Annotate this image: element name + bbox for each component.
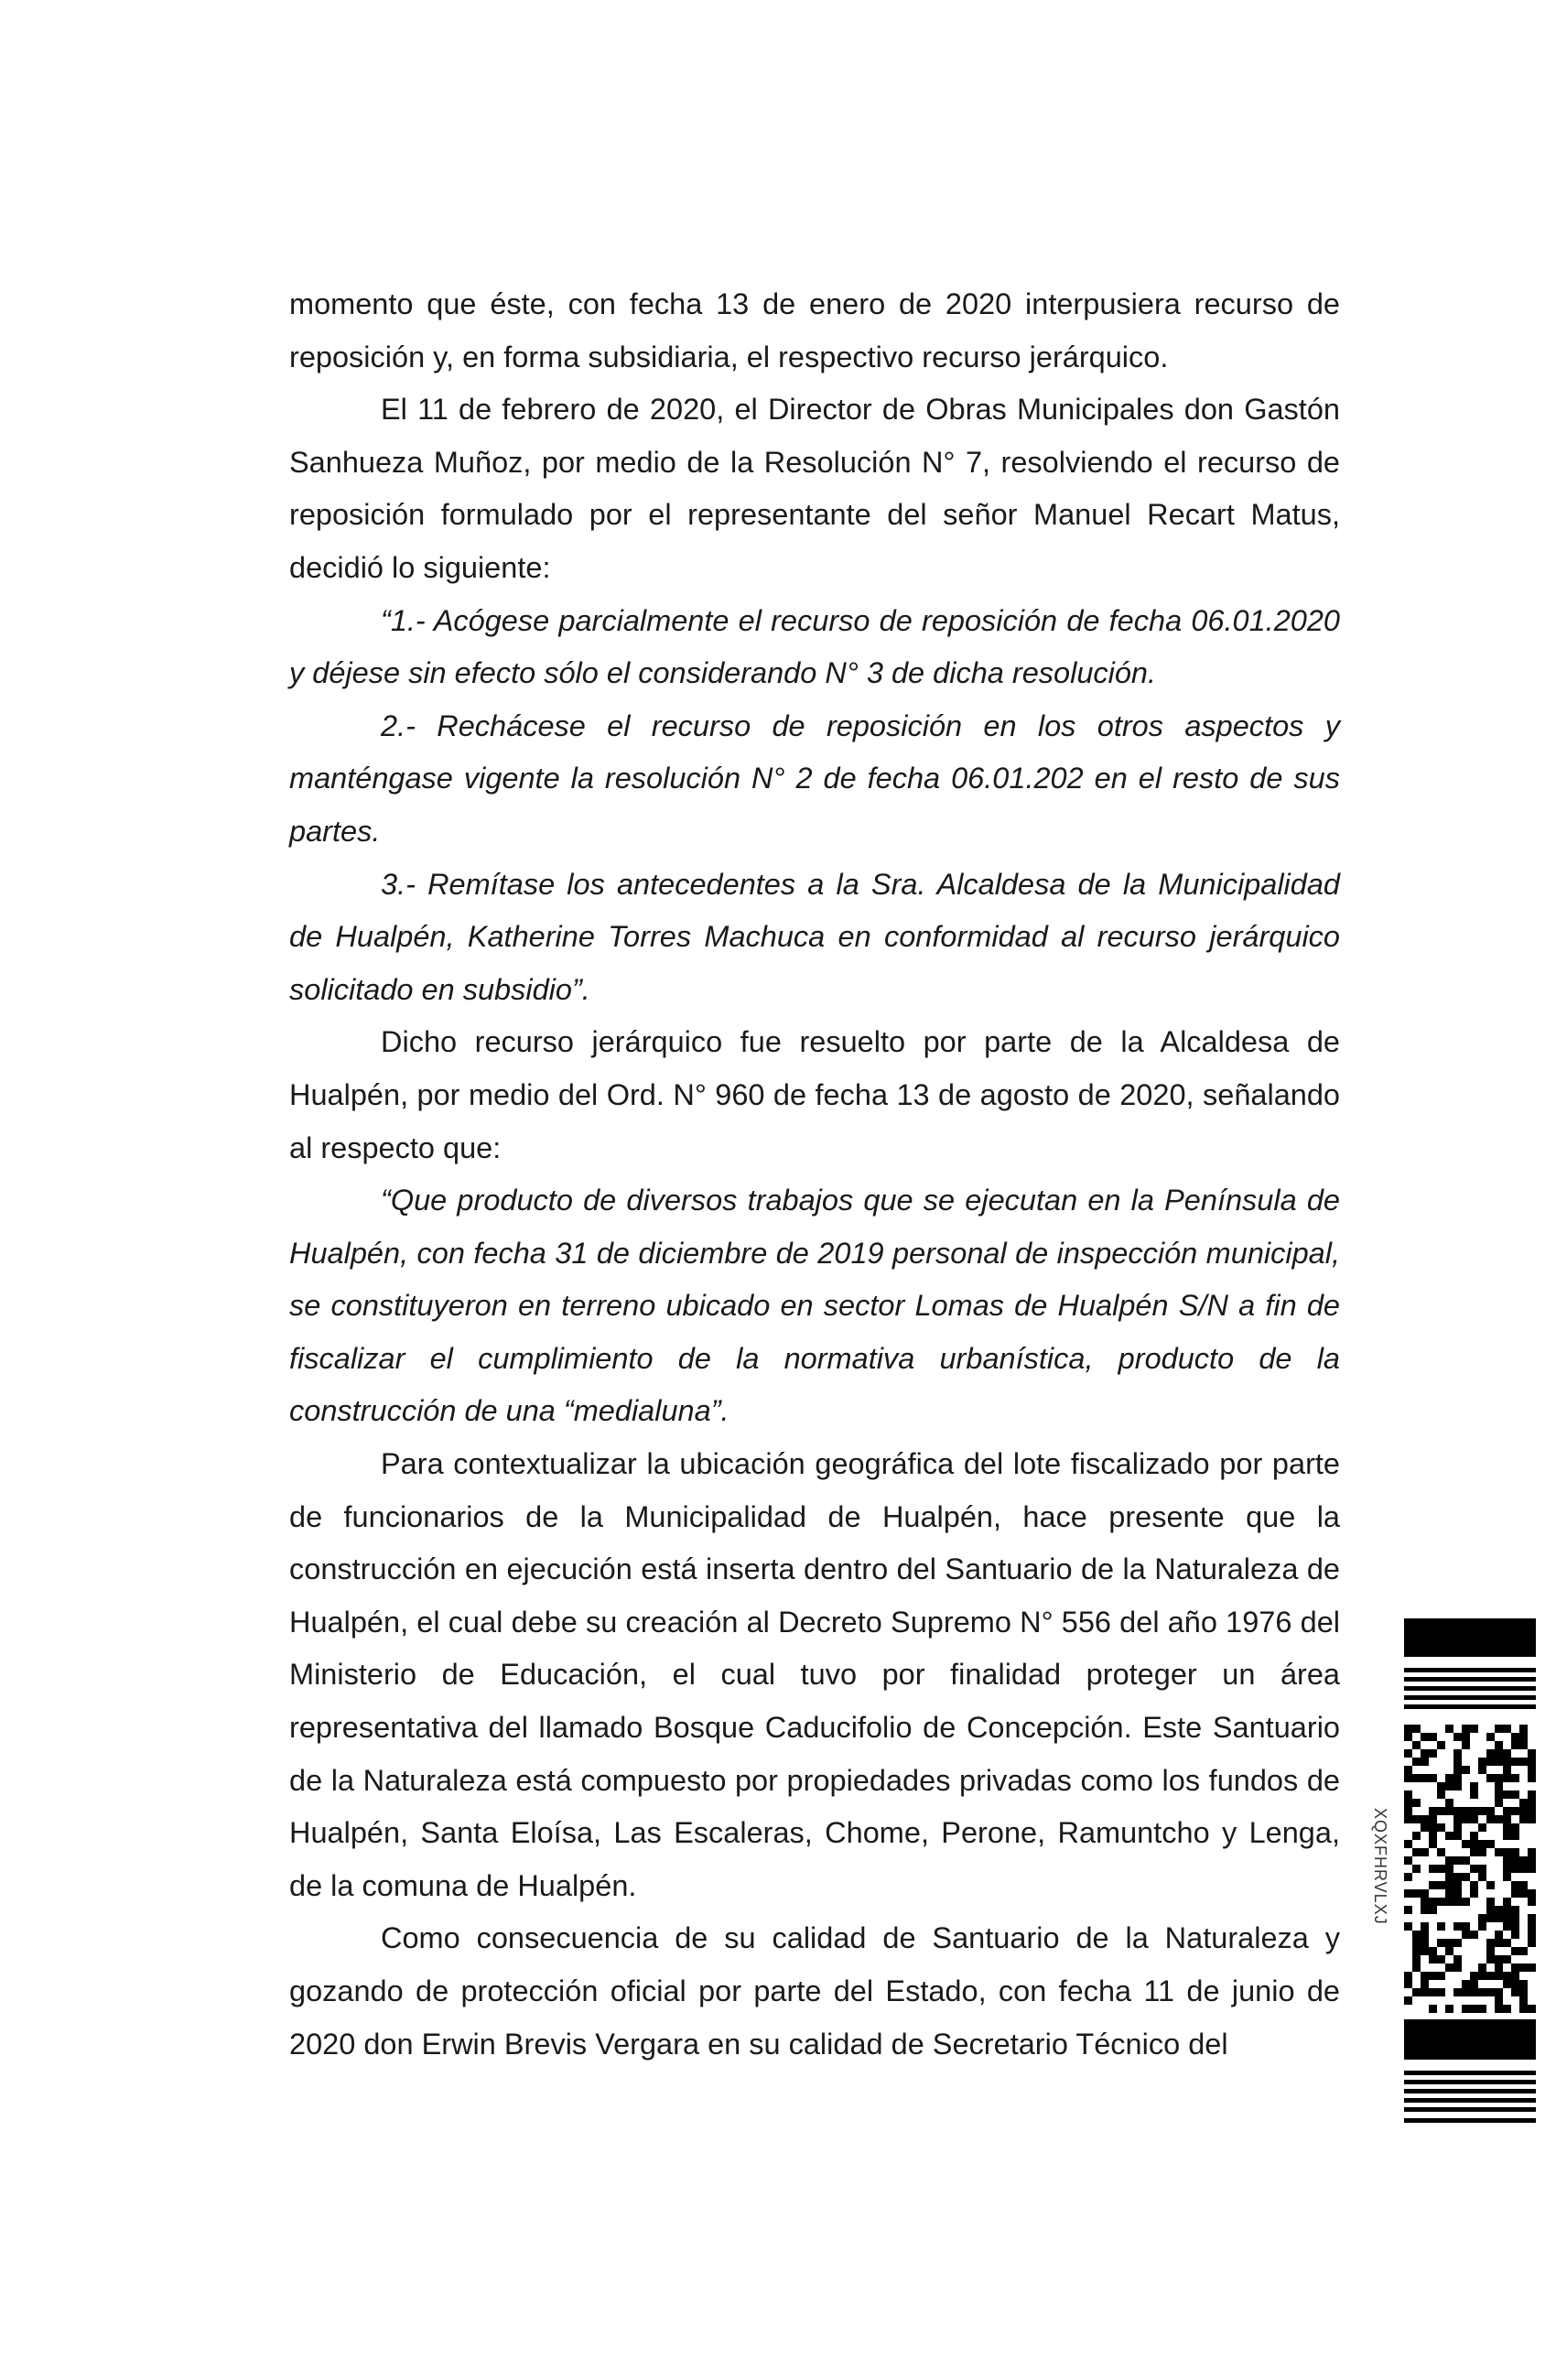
- paragraph: Como consecuencia de su calidad de Santuario de la Naturaleza y gozando de protección oficial por parte del Estado, con fecha 11 de junio de 2020 don Erwin Brevis Vergara en su calidad de Secretario Técnico del: [289, 1921, 1340, 2061]
- quoted-paragraph: “Que producto de diversos trabajos que se ejecutan en la Península de Hualpén, con fecha 31 de diciembre de 2019 personal de inspección municipal, se constituyeron en terreno ubicado en sector Lomas de Hualpén S/N a fin de fiscalizar el cumplimiento de la normativa urbanística, producto de la construcción de una “medialuna”.: [289, 1184, 1340, 1428]
- paragraph: Dicho recurso jerárquico fue resuelto por parte de la Alcaldesa de Hualpén, por medio del Ord. N° 960 de fecha 13 de agosto de 2020, señalando al respecto que:: [289, 1025, 1340, 1164]
- paragraph: Para contextualizar la ubicación geográfica del lote fiscalizado por parte de funcionarios de la Municipalidad de Hualpén, hace presente que la construcción en ejecución está inserta dentro del Santuario de la Naturaleza de Hualpén, el cual debe su creación al Decreto Supremo N° 556 del año 1976 del Ministerio de Educación, el cual tuvo por finalidad proteger un área representativa del llamado Bosque Caducifolio de Concepción. Este Santuario de la Naturaleza está compuesto por propiedades privadas como los fundos de Hualpén, Santa Eloísa, Las Escaleras, Chome, Perone, Ramuntcho y Lenga, de la comuna de Hualpén.: [289, 1447, 1340, 1902]
- document-body: [289, 278, 1340, 2071]
- quoted-paragraph: 3.- Remítase los antecedentes a la Sra. Alcaldesa de la Municipalidad de Hualpén, Katherine Torres Machuca en conformidad al recurso jerárquico solicitado en subsidio”.: [289, 867, 1340, 1006]
- quoted-paragraph: 2.- Rechácese el recurso de reposición en los otros aspectos y manténgase vigente la resolución N° 2 de fecha 06.01.202 en el resto de sus partes.: [289, 709, 1340, 848]
- verification-code-text: XQXFHRVLXJ: [1371, 1808, 1389, 1925]
- quoted-paragraph: “1.- Acógese parcialmente el recurso de reposición de fecha 06.01.2020 y déjese sin efecto sólo el considerando N° 3 de dicha resolución.: [289, 603, 1340, 690]
- paragraph: El 11 de febrero de 2020, el Director de Obras Municipales don Gastón Sanhueza Muñoz, por medio de la Resolución N° 7, resolviendo el recurso de reposición formulado por el representante del señor Manuel Recart Matus, decidió lo siguiente:: [289, 393, 1340, 584]
- verification-barcode: [1404, 1618, 1536, 2131]
- paragraph: momento que éste, con fecha 13 de enero de 2020 interpusiera recurso de reposición y, en forma subsidiaria, el respectivo recurso jerárquico.: [289, 287, 1340, 373]
